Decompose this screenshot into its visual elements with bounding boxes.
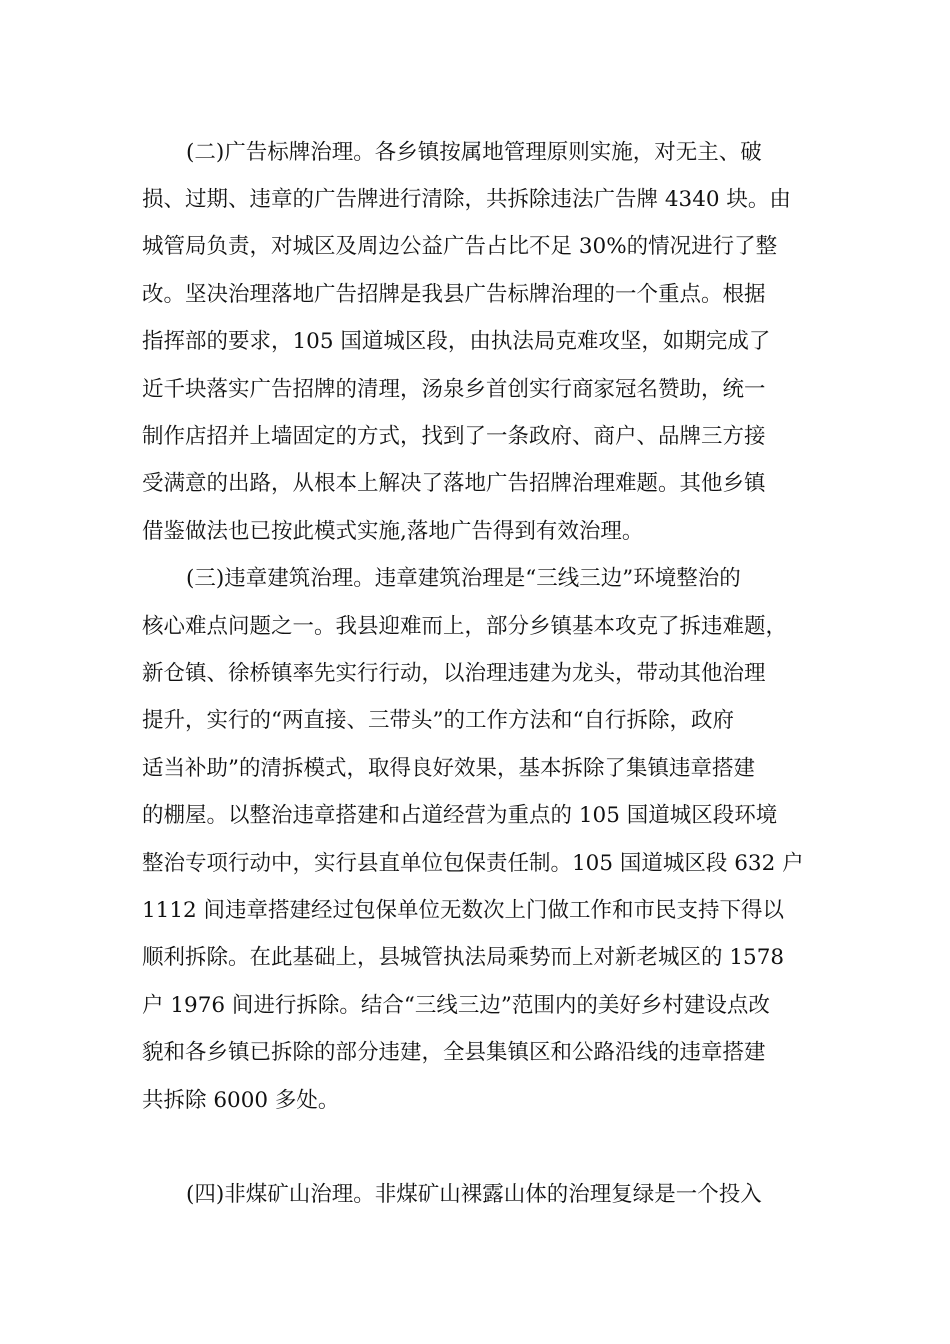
text-line: 城管局负责，对城区及周边公益广告占比不足 30%的情况进行了整 bbox=[142, 234, 778, 259]
text-line: 改。坚决治理落地广告招牌是我县广告标牌治理的一个重点。根据 bbox=[142, 282, 766, 307]
text-line: (三)违章建筑治理。违章建筑治理是“三线三边”环境整治的 bbox=[186, 566, 741, 591]
text-line: 整治专项行动中，实行县直单位包保责任制。105 国道城区段 632 户 bbox=[142, 851, 804, 876]
text-line: 新仓镇、徐桥镇率先实行行动，以治理违建为龙头，带动其他治理 bbox=[142, 661, 766, 686]
text-line: 适当补助”的清拆模式，取得良好效果，基本拆除了集镇违章搭建 bbox=[142, 756, 755, 781]
text-line: 1112 间违章搭建经过包保单位无数次上门做工作和市民支持下得以 bbox=[142, 898, 785, 923]
text-line: 提升，实行的“两直接、三带头”的工作方法和“自行拆除，政府 bbox=[142, 708, 734, 733]
text-line: 的棚屋。以整治违章搭建和占道经营为重点的 105 国道城区段环境 bbox=[142, 803, 778, 828]
text-line: (四)非煤矿山治理。非煤矿山裸露山体的治理复绿是一个投入 bbox=[186, 1182, 762, 1207]
text-line: 近千块落实广告招牌的清理，汤泉乡首创实行商家冠名赞助，统一 bbox=[142, 377, 766, 402]
text-line: 貌和各乡镇已拆除的部分违建，全县集镇区和公路沿线的违章搭建 bbox=[142, 1040, 766, 1065]
text-line: 借鉴做法也已按此模式实施,落地广告得到有效治理。 bbox=[142, 519, 644, 544]
text-line: (二)广告标牌治理。各乡镇按属地管理原则实施，对无主、破 bbox=[186, 140, 762, 165]
text-line: 损、过期、违章的广告牌进行清除，共拆除违法广告牌 4340 块。由 bbox=[142, 187, 791, 212]
text-line: 核心难点问题之一。我县迎难而上，部分乡镇基本攻克了拆违难题， bbox=[142, 614, 788, 639]
text-line: 共拆除 6000 多处。 bbox=[142, 1088, 340, 1113]
text-line: 指挥部的要求，105 国道城区段，由执法局克难攻坚，如期完成了 bbox=[142, 329, 771, 354]
text-line: 受满意的出路，从根本上解决了落地广告招牌治理难题。其他乡镇 bbox=[142, 471, 766, 496]
text-line: 户 1976 间进行拆除。结合“三线三边”范围内的美好乡村建设点改 bbox=[142, 993, 770, 1018]
text-line: 制作店招并上墙固定的方式，找到了一条政府、商户、品牌三方接 bbox=[142, 424, 766, 449]
text-line: 顺利拆除。在此基础上，县城管执法局乘势而上对新老城区的 1578 bbox=[142, 945, 785, 970]
